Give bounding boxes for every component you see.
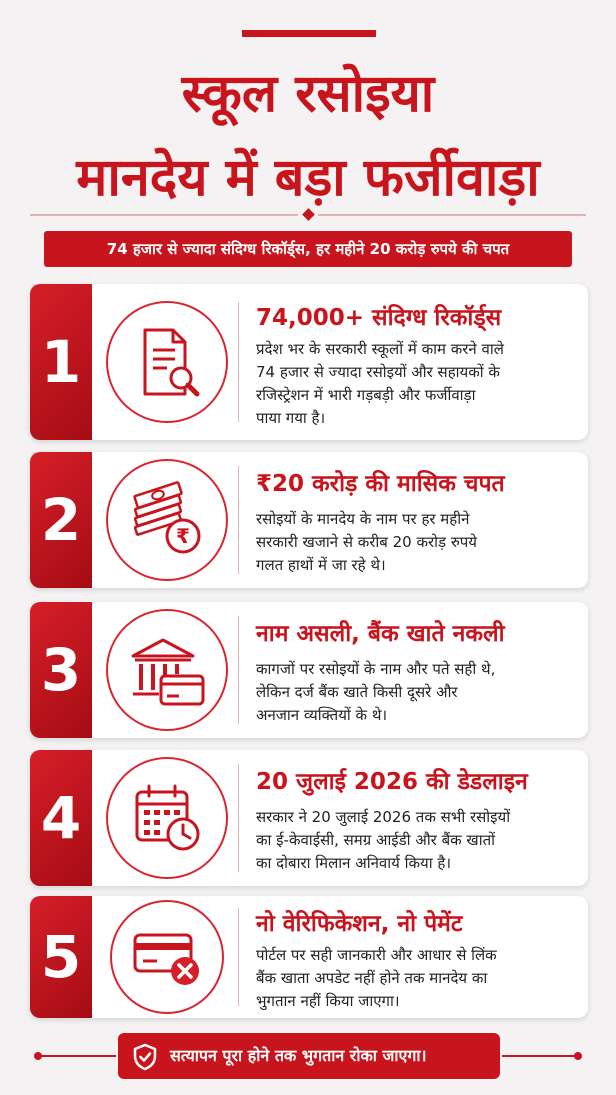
footer-line-left: [40, 1055, 116, 1057]
point-number: 4: [30, 750, 92, 886]
calendar-clock-icon: [106, 757, 228, 879]
subtitle-banner: 74 हजार से ज्यादा संदिग्ध रिकॉर्ड्स, हर महीने 20 करोड़ रुपये की चपत: [44, 231, 572, 267]
card-divider: [238, 908, 239, 1006]
footer-banner: [118, 1033, 500, 1079]
point-title: 74,000+ संदिग्ध रिकॉर्ड्स: [256, 305, 502, 331]
point-title: नो वेरिफिकेशन, नो पेमेंट: [256, 911, 463, 937]
point-card-4: [30, 750, 588, 886]
card-divider: [238, 616, 239, 724]
point-title: नाम असली, बैंक खाते नकली: [256, 621, 505, 647]
card-divider: [238, 302, 239, 422]
shield-check-icon: [132, 1043, 158, 1075]
footer-line-right: [502, 1055, 578, 1057]
bank-card-icon: [106, 609, 228, 731]
point-number: 3: [30, 602, 92, 738]
card-cancel-icon: [110, 900, 224, 1014]
point-description: प्रदेश भर के सरकारी स्कूलों में काम करने वाले 74 हजार से ज्यादा रसोइयों और सहायकों के रजिस्ट्रेशन में भारी गड़बड़ी और फर्जीवाड़ा पाया गया है।: [256, 340, 504, 427]
point-title: ₹20 करोड़ की मासिक चपत: [256, 471, 505, 497]
point-description: पोर्टल पर सही जानकारी और आधार से लिंक बैंक खाता अपडेट नहीं होने तक मानदेय का भुगतान नहीं किया जाएगा।: [256, 946, 497, 1010]
point-card-3: [30, 602, 588, 738]
point-card-1: [30, 284, 588, 440]
point-card-5: [30, 896, 588, 1018]
point-number: 2: [30, 452, 92, 588]
footer-dot-right: [574, 1052, 582, 1060]
point-card-2: [30, 452, 588, 588]
point-number: 5: [30, 896, 92, 1018]
top-accent-bar: [242, 30, 376, 37]
money-stack-rupee-icon: [106, 459, 228, 581]
page-title-line-1: स्कूल रसोइया: [181, 64, 435, 124]
point-description: कागजों पर रसोइयों के नाम और पते सही थे, लेकिन दर्ज बैंक खाते किसी दूसरे और अनजान व्यक्तियों के थे।: [256, 660, 496, 724]
document-search-icon: [106, 301, 228, 423]
point-title: 20 जुलाई 2026 की डेडलाइन: [256, 769, 528, 795]
point-description: रसोइयों के मानदेय के नाम पर हर महीने सरकारी खजाने से करीब 20 करोड़ रुपये गलत हाथों में जा रहे थे।: [256, 510, 478, 574]
title-divider-right: [318, 214, 586, 216]
point-number: 1: [30, 284, 92, 440]
footer-text: सत्यापन पूरा होने तक भुगतान रोका जाएगा।: [170, 1046, 427, 1065]
card-divider: [238, 466, 239, 574]
title-divider-left: [30, 214, 298, 216]
svg-text:₹: ₹: [176, 524, 190, 548]
card-divider: [238, 764, 239, 872]
page-title-line-2: मानदेय में बड़ा फर्जीवाड़ा: [76, 148, 540, 208]
point-description: सरकार ने 20 जुलाई 2026 तक सभी रसोइयों का ई-केवाईसी, समग्र आईडी और बैंक खातों का दोबारा मिलान अनिवार्य किया है।: [256, 808, 511, 872]
